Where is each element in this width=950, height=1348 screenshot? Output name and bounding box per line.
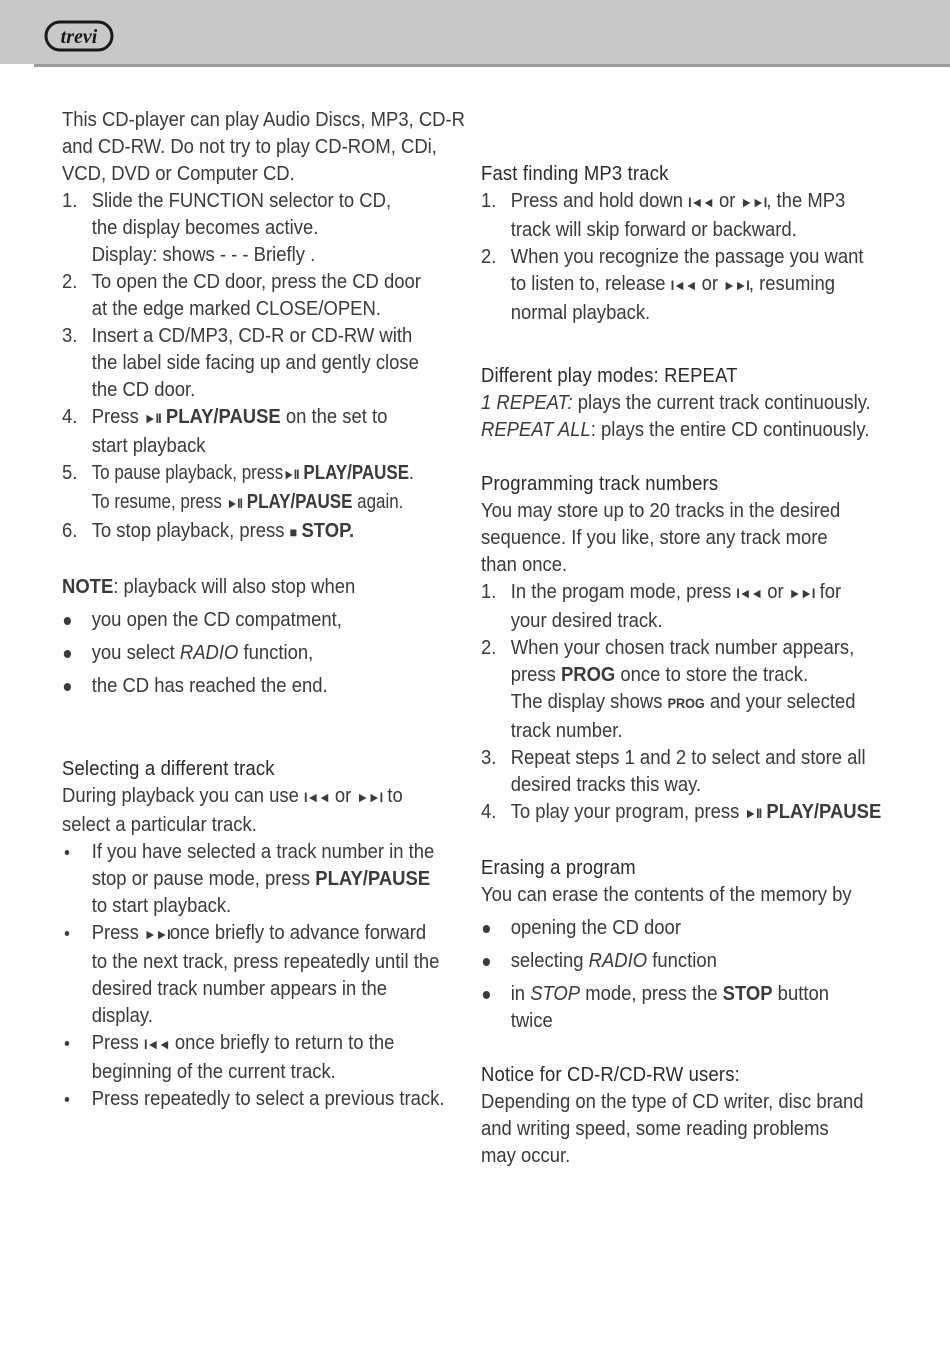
selecting-item: If you have selected a track number in the stop or pause mode, press PLAY/PAUSE to start playback.: [62, 838, 472, 919]
note-item: the CD has reached the end.: [62, 672, 472, 699]
next-track-icon: ►►I: [740, 194, 767, 210]
stop-icon: ■: [289, 524, 297, 540]
previous-track-icon: I◄◄: [304, 789, 330, 805]
step-3: 3. Insert a CD/MP3, CD-R or CD-RW with the label side facing up and gently close the CD door.: [62, 324, 419, 401]
bullet-icon: [483, 991, 490, 999]
section-heading-selecting: Selecting a different track: [62, 757, 275, 780]
selecting-item: Press repeatedly to select a previous track.: [62, 1085, 472, 1112]
step-6: 6. To stop playback, press ■ STOP.: [62, 519, 355, 542]
intro-paragraph: This CD-player can play Audio Discs, MP3, CD-R and CD-RW. Do not try to play CD-ROM, CDi, VCD, DVD or Computer CD.: [62, 108, 465, 185]
play-pause-icon: ►II: [226, 495, 243, 511]
repeat-1: 1 REPEAT: plays the current track continuously.: [481, 391, 871, 414]
bullet-icon: [65, 931, 70, 936]
section-heading-repeat: Different play modes: REPEAT: [481, 364, 738, 387]
svg-text:trevi: trevi: [60, 26, 98, 48]
prog-step-4: 4. To play your program, press ►II PLAY/PAUSE: [481, 800, 882, 823]
fast-step-1: 1. Press and hold down I◄◄ or ►►I, the MP3 track will skip forward or backward.: [481, 189, 846, 241]
selecting-item: Press I◄◄ once briefly to return to the beginning of the current track.: [62, 1029, 472, 1085]
page-header-band: [0, 0, 950, 64]
next-track-icon: ►►I: [143, 926, 170, 942]
erase-item: in STOP mode, press the STOP button twice: [481, 980, 891, 1034]
erase-item: opening the CD door: [481, 914, 891, 941]
step-1: 1. Slide the FUNCTION selector to CD, the display becomes active. Display: shows - - - Briefly .: [62, 189, 392, 266]
previous-track-icon: I◄◄: [143, 1036, 170, 1052]
erase-item: selecting RADIO function: [481, 947, 891, 974]
bullet-icon: [65, 1097, 70, 1102]
bullet-icon: [64, 617, 71, 625]
step-5: 5. To pause playback, press►II PLAY/PAUSE. To resume, press ►II PLAY/PAUSE again.: [62, 461, 414, 513]
section-heading-notice: Notice for CD-R/CD-RW users:: [481, 1063, 740, 1086]
play-pause-icon: ►II: [143, 410, 161, 426]
next-track-icon: ►►I: [723, 277, 749, 293]
trevi-logo: [44, 20, 114, 52]
bullet-icon: [65, 850, 70, 855]
section-heading-erasing: Erasing a program: [481, 856, 636, 879]
next-track-icon: ►►I: [356, 789, 383, 805]
bullet-icon: [64, 683, 71, 691]
bullet-icon: [483, 925, 490, 933]
play-pause-icon: ►II: [283, 466, 299, 482]
note-item: you open the CD compatment,: [62, 606, 472, 633]
section-heading-programming: Programming track numbers: [481, 472, 719, 495]
section-heading-fast-finding: Fast finding MP3 track: [481, 162, 669, 185]
next-track-icon: ►►I: [788, 585, 815, 601]
step-2: 2. To open the CD door, press the CD door at the edge marked CLOSE/OPEN.: [62, 270, 421, 320]
prog-step-1: 1. In the progam mode, press I◄◄ or ►►I for your desired track.: [481, 580, 842, 632]
previous-track-icon: I◄◄: [670, 277, 697, 293]
play-pause-icon: ►II: [744, 805, 762, 821]
selecting-intro: During playback you can use I◄◄ or ►►I to: [62, 784, 403, 807]
fast-step-2: 2. When you recognize the passage you want to listen to, release I◄◄ or ►►I, resuming normal playback.: [481, 245, 864, 324]
note-item: you select RADIO function,: [62, 639, 472, 666]
left-column: This CD-player can play Audio Discs, MP3, CD-R and CD-RW. Do not try to play CD-ROM, CDi, VCD, DVD or Computer CD. 1. Slide the FUNCTION selector to CD, the display becomes active. Display: shows - - - Briefly . 2. To open the CD door, press the CD door at the edge marked CLOSE/OPEN. 3. Insert a CD/MP3, CD-R or CD-RW with the label side facing up and gently close the CD door. 4. Press ►II PLAY/PAUSE on the set to start playback 5. To pause playback, press►II PLAY/PAUSE. To resume, press ►II PLAY/PAUSE again. 6. To stop playback, press ■ STOP. NOTE: playback will also stop when you open the CD compatment, you select RADIO function, the CD has reached the end. Selecting a different track During playback you can use I◄◄ or ►►I to select a particular track. If you have selected a track number in the stop or pause mode, press PLAY/PAUSE to start playback. Press ►►Ionce briefly to advance forward to the next track, press repeatedly until the desired track number appears in the display. Press I◄◄ once briefly to return to the beginning of the current track. Press repeatedly to select a previous track.: [62, 106, 472, 1112]
prog-step-2: 2. When your chosen track number appears, press PROG once to store the track. The display shows PROG and your selected track number.: [481, 636, 856, 742]
header-rule: [34, 64, 950, 67]
bullet-icon: [65, 1041, 70, 1046]
repeat-all: REPEAT ALL: plays the entire CD continuously.: [481, 418, 870, 441]
prog-display-indicator: PROG: [667, 695, 705, 711]
selecting-item: Press ►►Ionce briefly to advance forward to the next track, press repeatedly until the desired track number appears in the display.: [62, 919, 472, 1029]
note-line: NOTE: playback will also stop when: [62, 575, 356, 598]
prog-step-3: 3. Repeat steps 1 and 2 to select and store all desired tracks this way.: [481, 746, 866, 796]
previous-track-icon: I◄◄: [688, 194, 714, 210]
previous-track-icon: I◄◄: [736, 585, 763, 601]
right-column: Fast finding MP3 track 1. Press and hold down I◄◄ or ►►I, the MP3 track will skip forward or backward. 2. When you recognize the passage you want to listen to, release I◄◄ or ►►I, resuming normal playback. Different play modes: REPEAT 1 REPEAT: plays the current track continuously. REPEAT ALL: plays the entire CD continuously. Programming track numbers You may store up to 20 tracks in the desired sequence. If you like, store any track more than once. 1. In the progam mode, press I◄◄ or ►►I for your desired track. 2. When your chosen track number appears, press PROG once to store the track. The display shows PROG and your selected track number. 3. Repeat steps 1 and 2 to select and store all desired tracks this way. 4. To play your program, press ►II PLAY/PAUSE Erasing a program You can erase the contents of the memory by opening the CD door selecting RADIO function in STOP mode, press the STOP button twice Notice for CD-R/CD-RW users: Depending on the type of CD writer, disc brand and writing speed, some reading problems may occur.: [481, 160, 891, 1169]
step-4: 4. Press ►II PLAY/PAUSE on the set to start playback: [62, 405, 388, 457]
bullet-icon: [64, 650, 71, 658]
bullet-icon: [483, 958, 490, 966]
